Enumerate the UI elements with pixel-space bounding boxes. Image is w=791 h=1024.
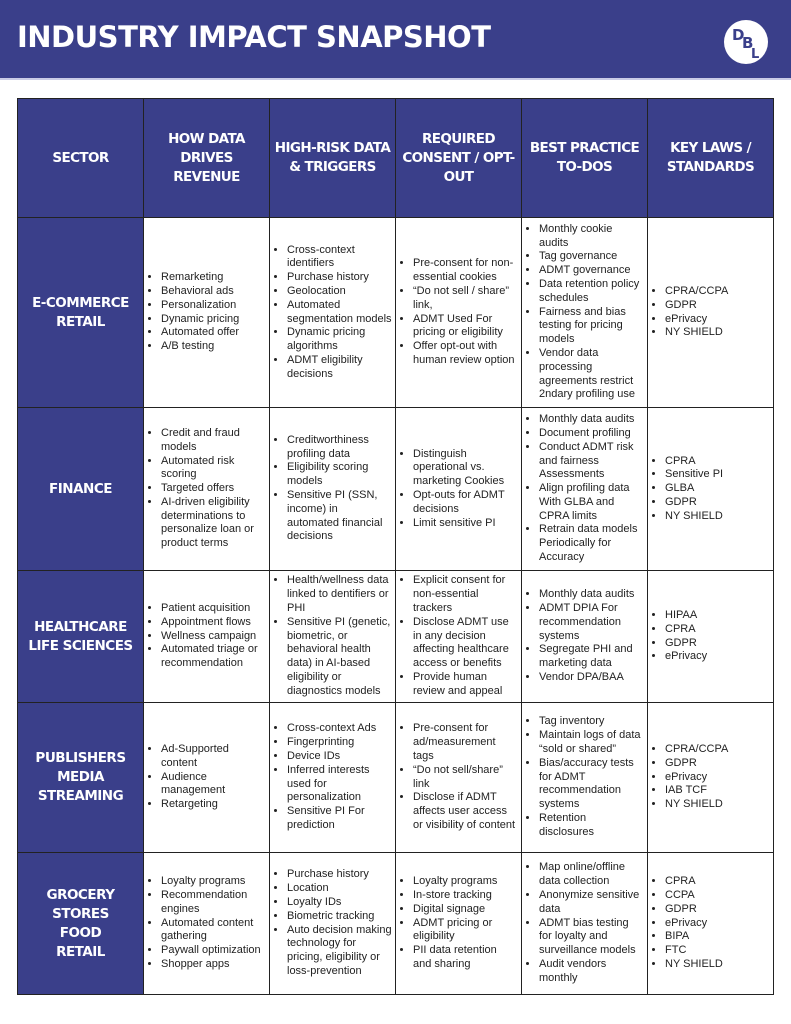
- laws-cell: [648, 853, 774, 995]
- todos-cell: [522, 853, 648, 995]
- list-item: • Credit and fraud models: [161, 427, 266, 455]
- dbl-logo: [724, 20, 768, 64]
- list-item: • GDPR: [665, 903, 770, 917]
- table-header-row: [18, 99, 774, 218]
- sector-cell: [18, 703, 144, 853]
- list-item: • AI-driven eligibility determinations to personalize loan or product terms: [161, 496, 266, 551]
- column-header-revenue: HOW DATA DRIVES REVENUE: [144, 99, 270, 218]
- table-row: [18, 703, 774, 853]
- list-item: • Health/wellness data linked to dentifiers or PHI: [287, 574, 392, 615]
- list-item: • NY SHIELD: [665, 798, 770, 812]
- logo-icon: [724, 20, 768, 64]
- sector-name-line: RETAIL: [56, 313, 105, 330]
- consent-list: [399, 722, 518, 832]
- list-item: • Automated content gathering: [161, 917, 266, 945]
- list-item: • “Do not sell / share” link,: [413, 285, 518, 313]
- list-item: • GDPR: [665, 299, 770, 313]
- revenue-list: [147, 875, 266, 972]
- impact-table: [17, 98, 774, 995]
- laws-cell: [648, 571, 774, 703]
- list-item: • Device IDs: [287, 750, 392, 764]
- column-header-laws: KEY LAWS / STANDARDS: [648, 99, 774, 218]
- page-title: INDUSTRY IMPACT SNAPSHOT: [17, 20, 491, 54]
- table-row: [18, 218, 774, 408]
- list-item: • Location: [287, 882, 392, 896]
- list-item: • Distinguish operational vs. marketing Cookies: [413, 448, 518, 489]
- list-item: • ADMT pricing or eligibility: [413, 917, 518, 945]
- risk-cell: [270, 218, 396, 408]
- list-item: • Align profiling data With GLBA and CPRA limits: [539, 482, 644, 523]
- list-item: • Dynamic pricing algorithms: [287, 326, 392, 354]
- consent-list: [399, 257, 518, 367]
- sector-name-line: STREAMING: [37, 788, 124, 804]
- svg-text:B: B: [742, 34, 754, 52]
- revenue-cell: [144, 408, 270, 571]
- risk-cell: [270, 703, 396, 853]
- list-item: • GDPR: [665, 637, 770, 651]
- list-item: • Map online/offline data collection: [539, 861, 644, 889]
- list-item: • Personalization: [161, 299, 266, 313]
- list-item: • Purchase history: [287, 868, 392, 882]
- table-row: [18, 571, 774, 703]
- consent-list: [399, 574, 518, 698]
- list-item: • Loyalty programs: [413, 875, 518, 889]
- risk-list: [273, 722, 392, 832]
- list-item: • NY SHIELD: [665, 326, 770, 340]
- list-item: • ePrivacy: [665, 917, 770, 931]
- laws-list: [651, 609, 770, 664]
- list-item: • GDPR: [665, 496, 770, 510]
- list-item: • Bias/accuracy tests for ADMT recommendation systems: [539, 757, 644, 812]
- list-item: • In-store tracking: [413, 889, 518, 903]
- sector-name-line: FINANCE: [49, 480, 112, 497]
- list-item: • CPRA/CCPA: [665, 285, 770, 299]
- list-item: • Disclose ADMT use in any decision affecting healthcare access or benefits: [413, 616, 518, 671]
- list-item: • FTC: [665, 944, 770, 958]
- sector-cell: [18, 218, 144, 408]
- revenue-list: [147, 602, 266, 671]
- sector-name-line: GROCERY STORES: [46, 886, 115, 922]
- list-item: • Sensitive PI (SSN, income) in automated financial decisions: [287, 489, 392, 544]
- consent-cell: [396, 703, 522, 853]
- sector-name-line: RETAIL: [56, 943, 105, 960]
- list-item: • ADMT governance: [539, 264, 644, 278]
- list-item: • GDPR: [665, 757, 770, 771]
- list-item: • Tag governance: [539, 250, 644, 264]
- list-item: • Auto decision making technology for pricing, eligibility or loss-prevention: [287, 924, 392, 979]
- sector-cell: [18, 408, 144, 571]
- revenue-cell: [144, 853, 270, 995]
- list-item: • Data retention policy schedules: [539, 278, 644, 306]
- laws-cell: [648, 703, 774, 853]
- list-item: • “Do not sell/share” link: [413, 764, 518, 792]
- list-item: • ADMT Used For pricing or eligibility: [413, 313, 518, 341]
- column-header-todos: BEST PRACTICE TO-DOS: [522, 99, 648, 218]
- header-banner: [0, 0, 791, 80]
- list-item: • CPRA/CCPA: [665, 743, 770, 757]
- risk-cell: [270, 571, 396, 703]
- list-item: • Disclose if ADMT affects user access or visibility of content: [413, 791, 518, 832]
- list-item: • Retention disclosures: [539, 812, 644, 840]
- list-item: • Monthly data audits: [539, 588, 644, 602]
- list-item: • Loyalty programs: [161, 875, 266, 889]
- todos-cell: [522, 571, 648, 703]
- risk-list: [273, 244, 392, 382]
- list-item: • CPRA: [665, 875, 770, 889]
- risk-list: [273, 434, 392, 544]
- list-item: • Dynamic pricing: [161, 313, 266, 327]
- risk-list: [273, 574, 392, 698]
- list-item: • Behavioral ads: [161, 285, 266, 299]
- list-item: • Offer opt-out with human review option: [413, 340, 518, 368]
- list-item: • Wellness campaign: [161, 630, 266, 644]
- list-item: • Purchase history: [287, 271, 392, 285]
- sector-name-line: MEDIA: [57, 769, 104, 785]
- list-item: • Retrain data models Periodically for Accuracy: [539, 523, 644, 564]
- column-header-risk: HIGH-RISK DATA & TRIGGERS: [270, 99, 396, 218]
- consent-cell: [396, 408, 522, 571]
- list-item: • Geolocation: [287, 285, 392, 299]
- list-item: • Fingerprinting: [287, 736, 392, 750]
- list-item: • GLBA: [665, 482, 770, 496]
- list-item: • Fairness and bias testing for pricing models: [539, 306, 644, 347]
- list-item: • Pre-consent for ad/measurement tags: [413, 722, 518, 763]
- list-item: • Ad-Supported content: [161, 743, 266, 771]
- list-item: • Limit sensitive PI: [413, 517, 518, 531]
- list-item: • ePrivacy: [665, 313, 770, 327]
- list-item: • Opt-outs for ADMT decisions: [413, 489, 518, 517]
- sector-name-line: FOOD: [59, 924, 102, 941]
- todos-list: [525, 861, 644, 985]
- list-item: • HIPAA: [665, 609, 770, 623]
- list-item: • PII data retention and sharing: [413, 944, 518, 972]
- list-item: • Automated segmentation models: [287, 299, 392, 327]
- list-item: • Sensitive PI For prediction: [287, 805, 392, 833]
- list-item: • CPRA: [665, 623, 770, 637]
- laws-list: [651, 743, 770, 812]
- revenue-cell: [144, 703, 270, 853]
- sector-name-line: LIFE SCIENCES: [28, 637, 133, 654]
- list-item: • NY SHIELD: [665, 958, 770, 972]
- list-item: • Inferred interests used for personalization: [287, 764, 392, 805]
- list-item: • Pre-consent for non-essential cookies: [413, 257, 518, 285]
- sector-name-line: HEALTHCARE: [34, 618, 127, 635]
- table-row: [18, 408, 774, 571]
- consent-cell: [396, 571, 522, 703]
- list-item: • Automated offer: [161, 326, 266, 340]
- laws-list: [651, 455, 770, 524]
- list-item: • Retargeting: [161, 798, 266, 812]
- list-item: • Remarketing: [161, 271, 266, 285]
- risk-cell: [270, 853, 396, 995]
- list-item: • Loyalty IDs: [287, 896, 392, 910]
- svg-text:L: L: [751, 47, 760, 62]
- list-item: • Automated risk scoring: [161, 455, 266, 483]
- laws-cell: [648, 218, 774, 408]
- list-item: • Cross-context Ads: [287, 722, 392, 736]
- sector-name-line: PUBLISHERS: [35, 750, 126, 766]
- todos-list: [525, 715, 644, 839]
- column-header-sector: SECTOR: [18, 99, 144, 218]
- list-item: • Creditworthiness profiling data: [287, 434, 392, 462]
- list-item: • ADMT DPIA For recommendation systems: [539, 602, 644, 643]
- laws-list: [651, 875, 770, 972]
- revenue-list: [147, 427, 266, 551]
- list-item: • Appointment flows: [161, 616, 266, 630]
- revenue-list: [147, 743, 266, 812]
- todos-cell: [522, 218, 648, 408]
- list-item: • Recommendation engines: [161, 889, 266, 917]
- list-item: • Targeted offers: [161, 482, 266, 496]
- list-item: • ADMT eligibility decisions: [287, 354, 392, 382]
- list-item: • ePrivacy: [665, 650, 770, 664]
- list-item: • Vendor data processing agreements restrict 2ndary profiling use: [539, 347, 644, 402]
- list-item: • Document profiling: [539, 427, 644, 441]
- todos-list: [525, 413, 644, 565]
- consent-list: [399, 448, 518, 531]
- todos-list: [525, 588, 644, 685]
- list-item: • Provide human review and appeal: [413, 671, 518, 699]
- list-item: • Sensitive PI (genetic, biometric, or behavioral health data) in AI-based eligibility or diagnostics models: [287, 616, 392, 699]
- todos-cell: [522, 703, 648, 853]
- list-item: • Monthly data audits: [539, 413, 644, 427]
- list-item: • Tag inventory: [539, 715, 644, 729]
- revenue-list: [147, 271, 266, 354]
- table-row: [18, 853, 774, 995]
- list-item: • Audience management: [161, 771, 266, 799]
- consent-cell: [396, 853, 522, 995]
- list-item: • Audit vendors monthly: [539, 958, 644, 986]
- list-item: • Automated triage or recommendation: [161, 643, 266, 671]
- list-item: • Sensitive PI: [665, 468, 770, 482]
- list-item: • Vendor DPA/BAA: [539, 671, 644, 685]
- revenue-cell: [144, 218, 270, 408]
- sector-cell: [18, 853, 144, 995]
- list-item: • Segregate PHI and marketing data: [539, 643, 644, 671]
- list-item: • Explicit consent for non-essential trackers: [413, 574, 518, 615]
- risk-cell: [270, 408, 396, 571]
- revenue-cell: [144, 571, 270, 703]
- list-item: • Patient acquisition: [161, 602, 266, 616]
- list-item: • A/B testing: [161, 340, 266, 354]
- list-item: • ePrivacy: [665, 771, 770, 785]
- list-item: • CPRA: [665, 455, 770, 469]
- list-item: • Paywall optimization: [161, 944, 266, 958]
- list-item: • Monthly cookie audits: [539, 223, 644, 251]
- sector-cell: [18, 571, 144, 703]
- list-item: • Shopper apps: [161, 958, 266, 972]
- list-item: • Anonymize sensitive data: [539, 889, 644, 917]
- risk-list: [273, 868, 392, 978]
- consent-cell: [396, 218, 522, 408]
- list-item: • ADMT bias testing for loyalty and surveillance models: [539, 917, 644, 958]
- list-item: • IAB TCF: [665, 784, 770, 798]
- list-item: • Cross-context identifiers: [287, 244, 392, 272]
- svg-text:D: D: [732, 26, 745, 44]
- laws-list: [651, 285, 770, 340]
- list-item: • Digital signage: [413, 903, 518, 917]
- list-item: • CCPA: [665, 889, 770, 903]
- column-header-consent: REQUIRED CONSENT / OPT-OUT: [396, 99, 522, 218]
- sector-name-line: E-COMMERCE: [32, 294, 129, 311]
- consent-list: [399, 875, 518, 972]
- list-item: • NY SHIELD: [665, 510, 770, 524]
- todos-cell: [522, 408, 648, 571]
- list-item: • Maintain logs of data “sold or shared”: [539, 729, 644, 757]
- list-item: • BIPA: [665, 930, 770, 944]
- todos-list: [525, 223, 644, 402]
- list-item: • Conduct ADMT risk and fairness Assessments: [539, 441, 644, 482]
- laws-cell: [648, 408, 774, 571]
- list-item: • Eligibility scoring models: [287, 461, 392, 489]
- list-item: • Biometric tracking: [287, 910, 392, 924]
